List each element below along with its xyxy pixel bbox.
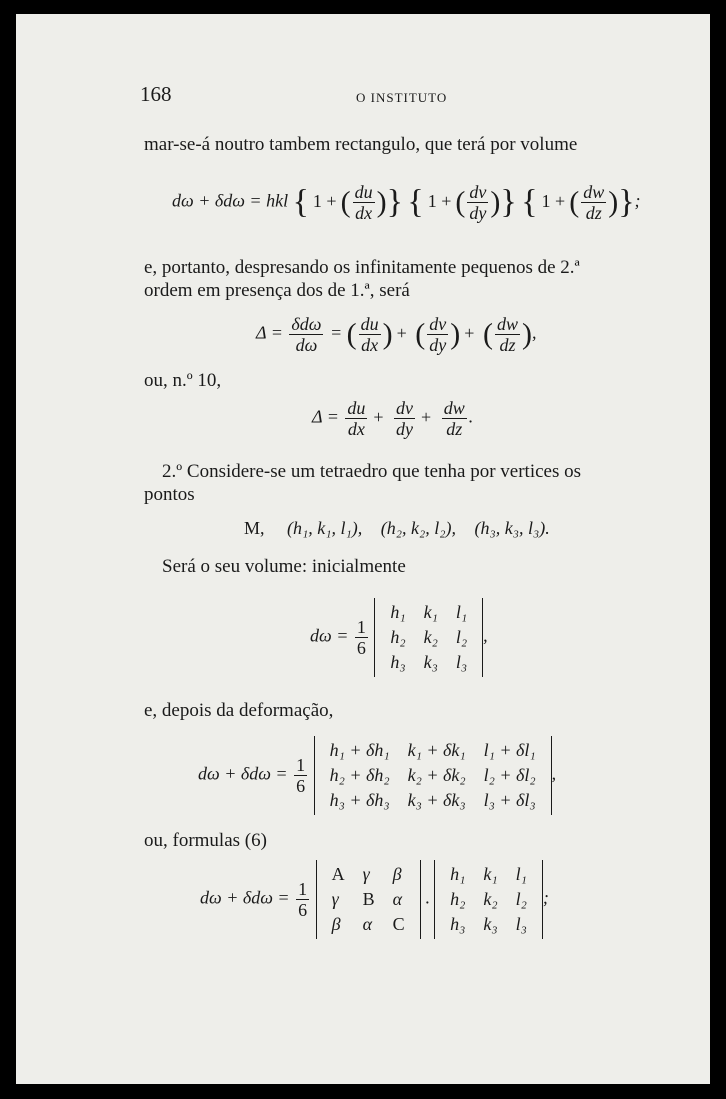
equation-formulas-6 bbox=[200, 860, 549, 939]
cell: h₂ + δh₂ bbox=[329, 765, 390, 785]
cell: k₂ bbox=[483, 889, 498, 909]
cell: k₂ bbox=[423, 627, 438, 647]
eq1-den: dy bbox=[469, 203, 487, 223]
eq3-lhs: Δ = bbox=[312, 406, 339, 427]
text-line: mar-se-á noutro tambem rectangulo, que terá por volume bbox=[144, 134, 578, 155]
cell: k₂ + δk₂ bbox=[407, 765, 466, 785]
cell: l₁ bbox=[455, 602, 468, 622]
eq2-den: dx bbox=[361, 335, 379, 355]
page-number: 168 bbox=[140, 82, 172, 106]
eq2-fden: dω bbox=[295, 335, 318, 355]
eq4-end: , bbox=[483, 625, 488, 646]
text-line: ordem em presença dos de 1.ª, será bbox=[144, 280, 410, 301]
cell: α bbox=[362, 914, 373, 934]
equation-volume-deformed: dω + δdω = hkl { 1 + ( $\frac{du}{dx}$ )} { 1 + ( $\frac{dv}{dy}$ )} { 1 + ( $\frac{dw}{dz}$ )}; bbox=[172, 182, 641, 223]
vertex-1: (h₁, k₁, l₁), bbox=[287, 518, 363, 538]
cell: β bbox=[392, 864, 402, 884]
cell: α bbox=[392, 889, 403, 909]
eq6-num: 1 bbox=[298, 879, 308, 899]
text-line: Será o seu volume: inicialmente bbox=[162, 556, 406, 577]
eq2-den: dz bbox=[499, 335, 516, 355]
cell: h₁ + δh₁ bbox=[329, 740, 390, 760]
eq6-end: ; bbox=[542, 887, 549, 908]
eq1-num: dv bbox=[469, 182, 487, 202]
eq1-den: dz bbox=[585, 203, 602, 223]
text-line: ou, formulas (6) bbox=[144, 830, 267, 851]
cell: k₁ + δk₁ bbox=[407, 740, 466, 760]
eq6-dot: . bbox=[425, 887, 430, 908]
text-line: pontos bbox=[144, 484, 195, 505]
eq2-num: du bbox=[360, 314, 379, 334]
eq1-one: 1 + bbox=[427, 190, 452, 211]
eq1-lhs: dω + δdω = hkl bbox=[172, 190, 289, 211]
eq5-num: 1 bbox=[296, 755, 306, 775]
eq3-end: . bbox=[468, 406, 474, 427]
eq2-num: dv bbox=[429, 314, 447, 334]
cell: k₃ bbox=[423, 652, 438, 672]
eq2-lhs: Δ = bbox=[256, 322, 283, 343]
cell: h₃ bbox=[390, 652, 406, 672]
cell: A bbox=[331, 864, 345, 884]
cell: γ bbox=[331, 889, 339, 909]
eq1-num: dw bbox=[583, 182, 605, 202]
cell: k₃ + δk₃ bbox=[407, 790, 466, 810]
cell: l₃ + δl₃ bbox=[483, 790, 536, 810]
eq1-end: ; bbox=[634, 190, 641, 211]
eq6-den: 6 bbox=[298, 900, 308, 920]
cell: β bbox=[331, 914, 341, 934]
eq2-end: , bbox=[531, 322, 537, 343]
text-line: ou, n.º 10, bbox=[144, 370, 222, 391]
cell: γ bbox=[362, 864, 370, 884]
eq1-one: 1 + bbox=[312, 190, 337, 211]
text-line: e, portanto, despresando os infinitamente pequenos de 2.ª bbox=[144, 257, 580, 278]
cell: l₁ + δl₁ bbox=[483, 740, 536, 760]
cell: l₂ bbox=[455, 627, 468, 647]
determinant-coefficients bbox=[316, 860, 421, 939]
cell: l₂ + δl₂ bbox=[483, 765, 536, 785]
eq5-lhs: dω + δdω = bbox=[198, 763, 288, 784]
eq2-num: dw bbox=[496, 314, 518, 334]
eq3-num: du bbox=[347, 398, 366, 418]
determinant-coordinates bbox=[434, 860, 543, 939]
eq3-num: dv bbox=[396, 398, 414, 418]
determinant bbox=[374, 598, 483, 677]
eq2-fnum: δdω bbox=[291, 314, 322, 334]
eq3-den: dz bbox=[446, 419, 463, 439]
cell: h₂ bbox=[390, 627, 406, 647]
eq1-one: 1 + bbox=[541, 190, 566, 211]
cell: h₂ bbox=[450, 889, 466, 909]
cell: k₁ bbox=[483, 864, 498, 884]
eq4-lhs: dω = bbox=[310, 625, 349, 646]
cell: l₁ bbox=[515, 864, 527, 884]
eq1-den: dx bbox=[355, 203, 373, 223]
running-title: O INSTITUTO bbox=[356, 90, 448, 105]
eq5-den: 6 bbox=[296, 776, 306, 796]
eq5-end: , bbox=[551, 763, 557, 784]
vertex-3: (h₃, k₃, l₃). bbox=[474, 518, 550, 538]
eq2-den: dy bbox=[429, 335, 447, 355]
text-line: e, depois da deformação, bbox=[144, 700, 334, 721]
eq3-den: dy bbox=[396, 419, 414, 439]
eq3-den: dx bbox=[347, 419, 365, 439]
eq6-lhs: dω + δdω = bbox=[200, 887, 290, 908]
cell: l₃ bbox=[455, 652, 468, 672]
cell: k₃ bbox=[483, 914, 498, 934]
cell: l₃ bbox=[515, 914, 527, 934]
eq1-num: du bbox=[354, 182, 373, 202]
equation-delta-2: Δ = $\frac{du}{dx}$ + $\frac{dv}{dy}$ + $\frac{dw}{dz}$ . bbox=[312, 398, 474, 439]
vertex-2: (h₂, k₂, l₂), bbox=[380, 518, 457, 538]
vertex-m: M, bbox=[244, 518, 265, 538]
text-line: 2.º Considere-se um tetraedro que tenha por vertices os bbox=[162, 461, 582, 482]
cell: h₁ bbox=[450, 864, 466, 884]
page bbox=[16, 14, 710, 1084]
cell: k₁ bbox=[423, 602, 438, 622]
cell: h₃ + δh₃ bbox=[329, 790, 390, 810]
eq2-eq: = bbox=[329, 322, 343, 343]
eq3-num: dw bbox=[443, 398, 465, 418]
eq4-den: 6 bbox=[356, 638, 366, 658]
determinant bbox=[314, 736, 552, 815]
cell: B bbox=[362, 889, 375, 909]
cell: C bbox=[392, 914, 405, 934]
tetrahedron-vertices bbox=[244, 518, 550, 539]
cell: h₃ bbox=[450, 914, 466, 934]
cell: l₂ bbox=[515, 889, 527, 909]
equation-initial-volume bbox=[310, 598, 488, 677]
eq4-num: 1 bbox=[356, 617, 366, 637]
equation-deformed-volume bbox=[198, 736, 556, 815]
cell: h₁ bbox=[390, 602, 406, 622]
equation-delta-1: Δ = $\frac{\text{δdω}}{d\omega}$ = ( $\frac{du}{dx}$ ) + ( $\frac{dv}{dy}$ ) + ( $\frac{dw}{dz}$ ), bbox=[256, 314, 537, 355]
